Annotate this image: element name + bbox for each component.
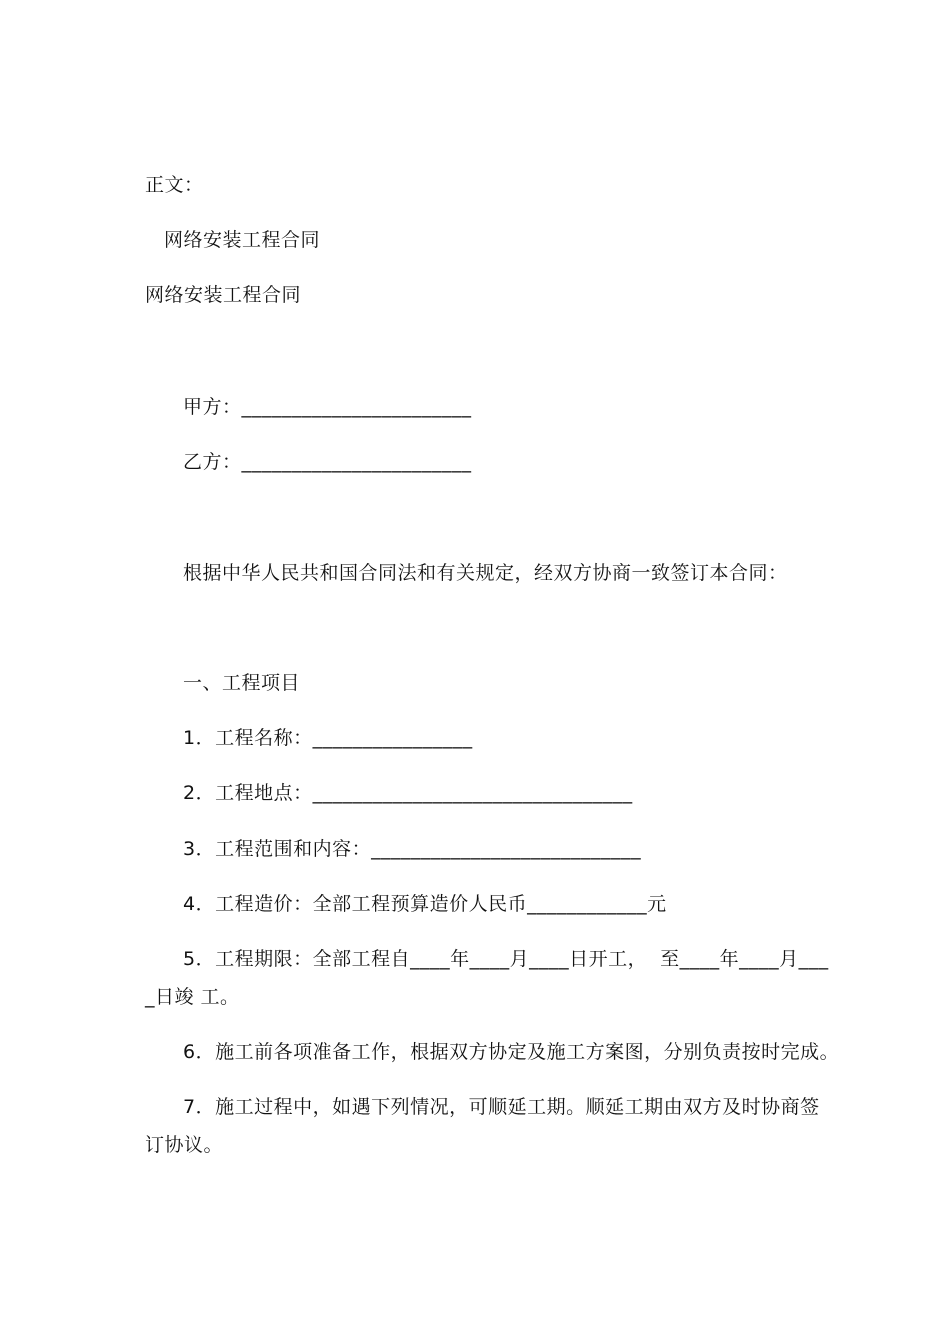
item-project-cost: 4．工程造价：全部工程预算造价人民币____________元 — [183, 893, 667, 915]
document-title: 网络安装工程合同 — [145, 284, 302, 306]
item-project-period-continued: _日竣 工。 — [145, 986, 240, 1008]
item-preparation: 6．施工前各项准备工作，根据双方协定及施工方案图，分别负责按时完成。 — [183, 1041, 840, 1063]
party-a-field: 甲方：_______________________ — [183, 396, 472, 418]
section-heading: 一、工程项目 — [183, 672, 301, 694]
document-title-indented: 网络安装工程合同 — [164, 229, 321, 251]
item-project-location: 2．工程地点：________________________________ — [183, 782, 633, 804]
item-project-scope: 3．工程范围和内容：___________________________ — [183, 838, 642, 860]
item-project-period: 5．工程期限：全部工程自____年____月____日开工， 至____年____月___ — [183, 948, 829, 970]
item-project-name: 1．工程名称：________________ — [183, 727, 473, 749]
party-b-field: 乙方：_______________________ — [183, 451, 472, 473]
preamble-paragraph: 根据中华人民共和国合同法和有关规定，经双方协商一致签订本合同： — [183, 562, 788, 584]
body-label: 正文： — [145, 174, 204, 196]
item-extension: 7．施工过程中，如遇下列情况，可顺延工期。顺延工期由双方及时协商签 — [183, 1096, 820, 1118]
item-extension-continued: 订协议。 — [145, 1134, 224, 1156]
